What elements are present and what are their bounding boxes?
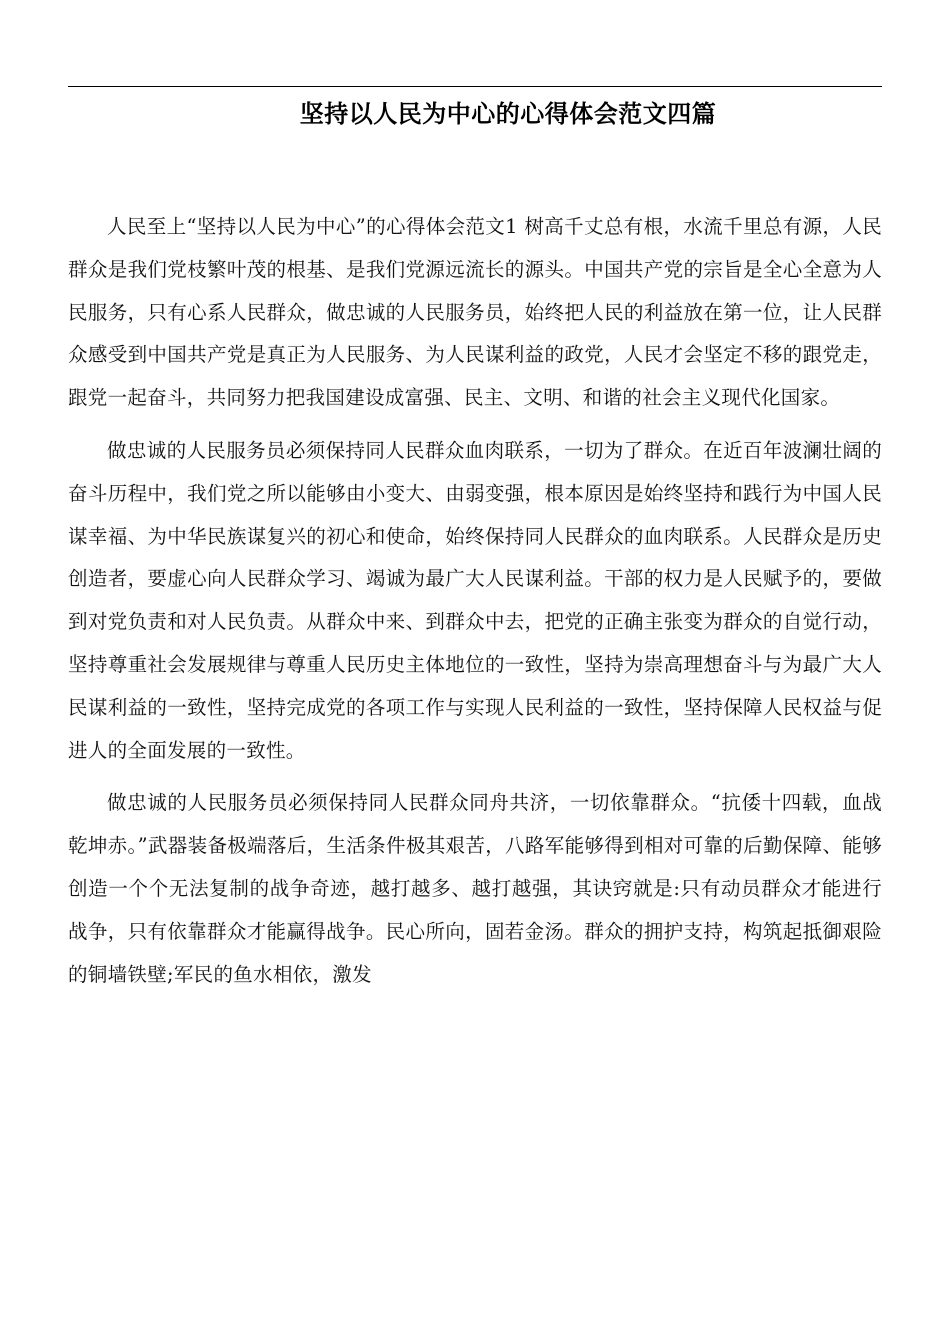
document-body: [68, 206, 882, 1006]
paragraph-2: 做忠诚的人民服务员必须保持同人民群众血肉联系，一切为了群众。在近百年波澜壮阔的奋斗历程中，我们党之所以能够由小变大、由弱变强，根本原因是始终坚持和践行为中国人民谋幸福、为中华民族谋复兴的初心和使命，始终保持同人民群众的血肉联系。人民群众是历史创造者，要虚心向人民群众学习、竭诚为最广大人民谋利益。干部的权力是人民赋予的，要做到对党负责和对人民负责。从群众中来、到群众中去，把党的正确主张变为群众的自觉行动，坚持尊重社会发展规律与尊重人民历史主体地位的一致性，坚持为崇高理想奋斗与为最广大人民谋利益的一致性，坚持完成党的各项工作与实现人民利益的一致性，坚持保障人民权益与促进人的全面发展的一致性。: [68, 438, 882, 762]
paragraph-1: 人民至上“坚持以人民为中心”的心得体会范文1 树高千丈总有根，水流千里总有源，人民群众是我们党枝繁叶茂的根基、是我们党源远流长的源头。中国共产党的宗旨是全心全意为人民服务，只有心系人民群众，做忠诚的人民服务员，始终把人民的利益放在第一位，让人民群众感受到中国共产党是真正为人民服务、为人民谋利益的政党，人民才会坚定不移的跟党走，跟党一起奋斗，共同努力把我国建设成富强、民主、文明、和谐的社会主义现代化国家。: [68, 215, 882, 410]
paragraph-3: 做忠诚的人民服务员必须保持同人民群众同舟共济，一切依靠群众。“抗倭十四载，血战乾坤赤。”武器装备极端落后，生活条件极其艰苦，八路军能够得到相对可靠的后勤保障、能够创造一个个无法复制的战争奇迹，越打越多、越打越强，其诀窍就是:只有动员群众才能进行战争，只有依靠群众才能赢得战争。民心所向，固若金汤。群众的拥护支持，构筑起抵御艰险的铜墙铁壁;军民的鱼水相依，激发: [68, 791, 882, 986]
document-title: 坚持以人民为中心的心得体会范文四篇: [299, 100, 717, 128]
header-rule: [68, 86, 882, 87]
